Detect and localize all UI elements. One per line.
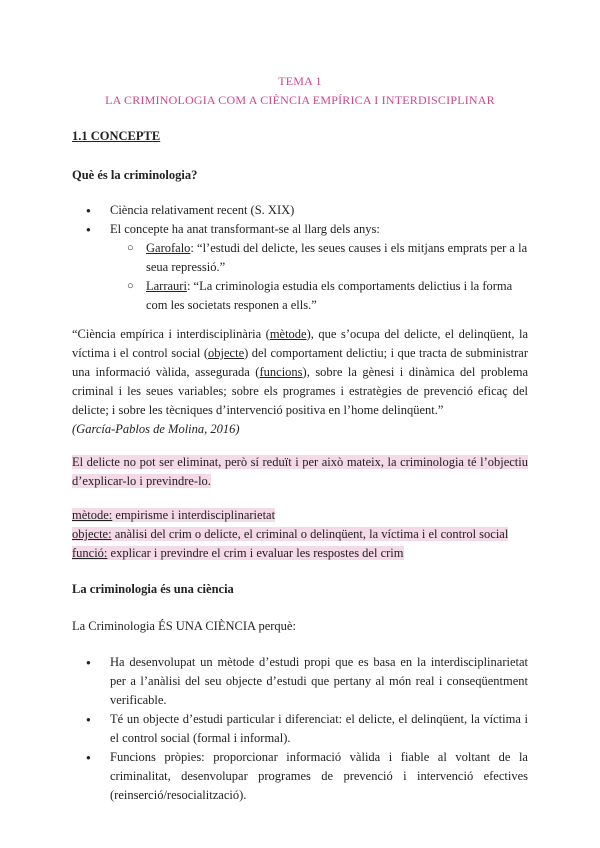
list-item: ● Funcions pròpies: proporcionar informació vàlida i fiable al voltant de la criminalitat, desenvolupar programes de prevenció i intervenció efectives (reinserció/resocialització). — [72, 748, 528, 805]
definition-quote: “Ciència empírica i interdisciplinària (mètode), que s’ocupa del delicte, el delinqüent, la víctima i el control social (objecte) del comportament delictiu; i que tracta de subministrar una informació vàlida, assegurada (funcions), sobre la gènesi i dinàmica del problema criminal i les seues variables; sobre els programes i estratègies de prevenció eficaç del delicte; i sobre les tècniques d’intervenció positiva en l’home delinqüent.” — [72, 327, 528, 417]
science-intro: La Criminologia ÉS UNA CIÈNCIA perquè: — [72, 619, 296, 633]
section-heading: 1.1 CONCEPTE — [72, 129, 161, 143]
list-item: ● El concepte ha anat transformant-se al llarg dels anys: ○ Garofalo: “l’estudi del delicte, les seues causes i els mitjans emprats per a la seua repressió.” ○ Larrauri: “La criminologia estudia els comportaments delictius i la forma com les societats responen a ells.” — [72, 220, 532, 315]
quote-source: (García-Pablos de Molina, 2016) — [72, 422, 240, 436]
science-list — [72, 653, 528, 805]
list-item: ● Ha desenvolupat un mètode d’estudi propi que es basa en la interdisciplinarietat per a l’anàlisi del seu objecte d’estudi que pertany al món real i conseqüentment verificable. — [72, 653, 528, 710]
highlight-paragraph: El delicte no pot ser eliminat, però sí reduït i per això mateix, la criminologia té l’objectiu d’explicar-lo i previndre-lo. — [72, 455, 528, 488]
definition-line: objecte: anàlisi del crim o delicte, el criminal o delinqüent, la víctima i el control social — [72, 527, 509, 541]
definition-line: mètode: empirisme i interdisciplinarietat — [72, 508, 276, 522]
science-heading: La criminologia és una ciència — [72, 582, 234, 596]
list-item: ● Ciència relativament recent (S. XIX) — [72, 201, 532, 220]
list-item: ● Té un objecte d’estudi particular i diferenciat: el delicte, el delinqüent, la víctima i el control social (formal i informal). — [72, 710, 528, 748]
list-item: ○ Garofalo: “l’estudi del delicte, les seues causes i els mitjans emprats per a la seua repressió.” — [72, 239, 532, 277]
definitions-block — [72, 506, 542, 563]
question-heading: Què és la criminologia? — [72, 168, 198, 182]
list-item: ○ Larrauri: “La criminologia estudia els comportaments delictius i la forma com les societats responen a ells.” — [72, 277, 532, 315]
concept-list — [72, 201, 532, 315]
definition-line: funció: explicar i previndre el crim i evaluar les respostes del crim — [72, 546, 404, 560]
tema-subtitle: LA CRIMINOLOGIA COM A CIÈNCIA EMPÍRICA I INTERDISCIPLINAR — [105, 93, 495, 107]
tema-title: TEMA 1 — [278, 74, 322, 88]
